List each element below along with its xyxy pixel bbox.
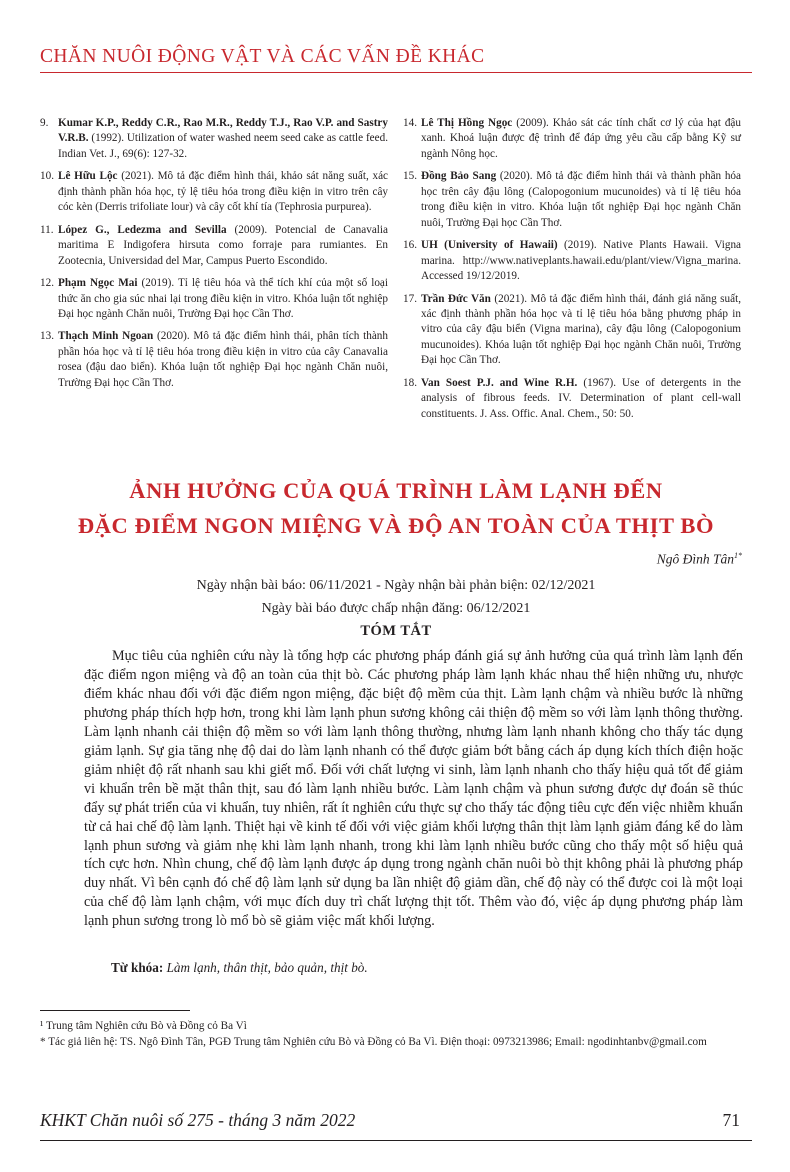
reference-text: (1992). Utilization of water washed neem seed cake as cattle feed. Indian Vet. J., 69(6): 127-32.: [58, 132, 388, 160]
reference-authors: Lê Thị Hồng Ngọc: [421, 117, 513, 129]
journal-footer: KHKT Chăn nuôi số 275 - tháng 3 năm 2022: [40, 1110, 356, 1130]
reference-item: [40, 276, 388, 322]
reference-text: (2021). Mô tả đặc điểm hình thái, đánh giá năng suất, xác định thành phần hóa học và tỉ lệ tiêu hóa bằng phương pháp in vitro của cây đậu biển (Vigna marina), cây đậu lông (Calopogonium mucunoides). Khóa luận tốt nghiệp Đại học ngành Chăn nuôi, Trường Đại học Cần Thơ.: [421, 292, 741, 367]
footnote-contact: * Tác giả liên hệ: TS. Ngô Đình Tân, PGĐ Trung tâm Nghiên cứu Bò và Đồng cỏ Ba Vì. Điện thoại: 0973213986; Email: ngodinhtanbv@gmail.com: [40, 1035, 707, 1048]
keywords-label: Từ khóa:: [111, 960, 164, 975]
reference-item: [40, 329, 388, 391]
article-title-line-2: ĐẶC ĐIỂM NGON MIỆNG VÀ ĐỘ AN TOÀN CỦA THỊT BÒ: [77, 512, 715, 538]
author-affiliation-mark: 1*: [734, 551, 742, 560]
reference-text: (2009). Potencial de Canavalia maritima E Indigofera hirsuta como forraje para rumiantes. En Zootecnia, Universidad del Mar, Campus Puerto Escondido.: [58, 223, 388, 267]
accepted-date: Ngày bài báo được chấp nhận đăng: 06/12/2021: [261, 601, 531, 616]
reference-text: (2009). Khảo sát các tính chất cơ lý của hạt đậu xanh. Khoá luận được đệ trình để đáp ứng yêu cầu cấp bằng Kỹ sư ngành Nông học.: [421, 117, 741, 160]
reference-item: [403, 238, 741, 284]
reference-text: (2019). Tỉ lệ tiêu hóa và thể tích khí của một số loại thức ăn cho gia súc nhai lại trong điều kiện in vitro. Khóa luận tốt nghiệp Đại học ngành Chăn nuôi, Trường Đại học Cần Thơ.: [58, 277, 388, 320]
reference-number: 9.: [40, 117, 49, 129]
reference-number: 11.: [40, 223, 54, 236]
references-left-column: [40, 116, 388, 398]
abstract-heading: TÓM TẮT: [360, 623, 432, 639]
reference-number: 16.: [403, 239, 417, 252]
reference-authors: Van Soest P.J. and Wine R.H.: [421, 376, 578, 389]
page-number: 71: [722, 1110, 740, 1130]
footer-divider: [40, 1140, 752, 1141]
reference-text: (1967). Use of detergents in the analysis of fibrous feeds. IV. Determination of plant cell-wall constituents. J. Ass. Offic. Anal. Chem., 50: 50.: [421, 376, 742, 420]
reference-authors: Đồng Bảo Sang: [421, 170, 497, 183]
reference-item: [403, 116, 741, 162]
reference-number: 14.: [403, 117, 417, 129]
received-dates: Ngày nhận bài báo: 06/11/2021 - Ngày nhận bài phản biện: 02/12/2021: [196, 578, 596, 593]
reference-text: (2019). Native Plants Hawaii. Vigna marina. http://www.nativeplants.hawaii.edu/plant/view/Vigna_marina. Accessed 19/12/2019.: [421, 239, 742, 283]
reference-number: 10.: [40, 170, 54, 183]
reference-text: (2020). Mô tả đặc điểm hình thái và thành phần hóa học trên cây đậu lông (Calopogonium mucunoides) và tỉ lệ tiêu hóa trong điều kiện in vitro. Khóa luận tốt nghiệp Đại học ngành Chăn nuôi, Trường Đại học Cần Thơ.: [421, 170, 741, 229]
reference-item: [40, 169, 388, 215]
keywords: [111, 960, 368, 976]
article-author: [657, 551, 742, 568]
reference-number: 18.: [403, 376, 417, 389]
author-name: Ngô Đình Tân: [656, 551, 734, 567]
article-title: [40, 474, 752, 544]
references-right-column: [403, 116, 741, 429]
header-divider: [40, 72, 752, 73]
keywords-text: Làm lạnh, thân thịt, bảo quản, thịt bò.: [163, 960, 368, 975]
reference-number: 12.: [40, 277, 54, 290]
footnote-affiliation: ¹ Trung tâm Nghiên cứu Bò và Đồng cỏ Ba Vì: [40, 1020, 247, 1032]
footnotes: [40, 1019, 740, 1051]
reference-item: [403, 292, 741, 369]
reference-item: [403, 376, 741, 422]
reference-number: 17.: [403, 292, 417, 305]
reference-authors: UH (University of Hawaii): [421, 239, 558, 252]
reference-item: [40, 116, 388, 162]
reference-authors: Thạch Minh Ngoan: [58, 330, 154, 343]
reference-authors: Phạm Ngọc Mai: [58, 277, 138, 290]
article-title-line-1: ẢNH HƯỞNG CỦA QUÁ TRÌNH LÀM LẠNH ĐẾN: [129, 478, 663, 503]
reference-item: [40, 223, 388, 269]
reference-authors: Trần Đức Văn: [421, 292, 491, 305]
footnote-divider: [40, 1010, 190, 1011]
abstract-body: Mục tiêu của nghiên cứu này là tổng hợp các phương pháp đánh giá sự ảnh hưởng của quá trình làm lạnh đến đặc điểm ngon miệng và độ an toàn của thịt bò. Các phương pháp làm lạnh khác nhau thể hiện những ưu, nhược điểm khác nhau đối với đặc điểm ngon miệng, đặc biệt độ mềm của thịt. Làm lạnh chậm và nhiều bước là những phương pháp thích hợp hơn, trong khi làm lạnh phun sương không cải thiện độ mềm so với làm lạnh thông thường. Làm lạnh nhanh cải thiện độ mềm so với làm lạnh thông thường, nhưng làm lạnh nhanh không cho thấy tác dụng giảm lạnh. Sự gia tăng nhẹ độ dai do làm lạnh nhanh có thể được giảm bớt bằng cách áp dụng kích thích điện hoặc giảm nhiệt độ rất nhanh sau khi giết mổ. Đối với chất lượng vi sinh, làm lạnh nhanh cho thấy hiệu quả tốt để giảm vi khuẩn trên bề mặt thân thịt, sau đó làm lạnh nhiều bước. Làm lạnh chậm và phun sương được dự đoán sẽ thúc đẩy sự phát triển của vi khuẩn, tuy nhiên, rất ít nghiên cứu thực sự cho thấy tác động tiêu cực đến việc nhiễm khuẩn từ cả hai chế độ làm lạnh. Thiệt hại về kinh tế đối với việc giảm khối lượng thân thịt làm lạnh giảm đáng kể do làm lạnh phun sương và giảm nhẹ khi làm lạnh nhanh, trong khi làm lạnh nhiều bước cũng cho thấy một số hiệu quả tích cực hơn. Nhìn chung, chế độ làm lạnh được áp dụng trong ngành chăn nuôi bò thịt không phải là phương pháp duy nhất. Vì bên cạnh đó chế độ làm lạnh sử dụng ba lần nhiệt độ giảm dần, chế độ này có thể được coi là một loại của chế độ làm lạnh chậm, với mục đích duy trì chất lượng thịt tốt. Thêm vào đó, việc áp dụng phương pháp làm lạnh phun sương trong lò mổ bò sẽ giảm việc mất khối lượng.: [84, 648, 743, 930]
reference-text: (2020). Mô tả đặc điểm hình thái, phân tích thành phần hóa học và tỉ lệ tiêu hóa trong điều kiện in vitro của cây Canavalia rosea (đậu dao biển). Khóa luận tốt nghiệp Đại học ngành Chăn nuôi, Trường Đại học Cần Thơ.: [58, 330, 388, 389]
reference-authors: López G., Ledezma and Sevilla: [58, 223, 227, 236]
reference-number: 15.: [403, 170, 417, 183]
reference-authors: Lê Hữu Lộc: [58, 170, 118, 183]
reference-authors: Kumar K.P., Reddy C.R., Rao M.R., Reddy T.J., Rao V.P. and Sastry V.R.B.: [58, 117, 388, 145]
reference-number: 13.: [40, 330, 54, 343]
reference-item: [403, 169, 741, 231]
reference-text: (2021). Mô tả đặc điểm hình thái, khảo sát năng suất, xác định thành phần hóa học, tỷ lệ tiêu hóa trong điều kiện in vitro trên cây cóc kèn (Derris trifoliate lour) và cây cốt khí tía (Tephrosia purpurea).: [58, 170, 389, 214]
section-header: CHĂN NUÔI ĐỘNG VẬT VÀ CÁC VẤN ĐỀ KHÁC: [40, 46, 485, 67]
